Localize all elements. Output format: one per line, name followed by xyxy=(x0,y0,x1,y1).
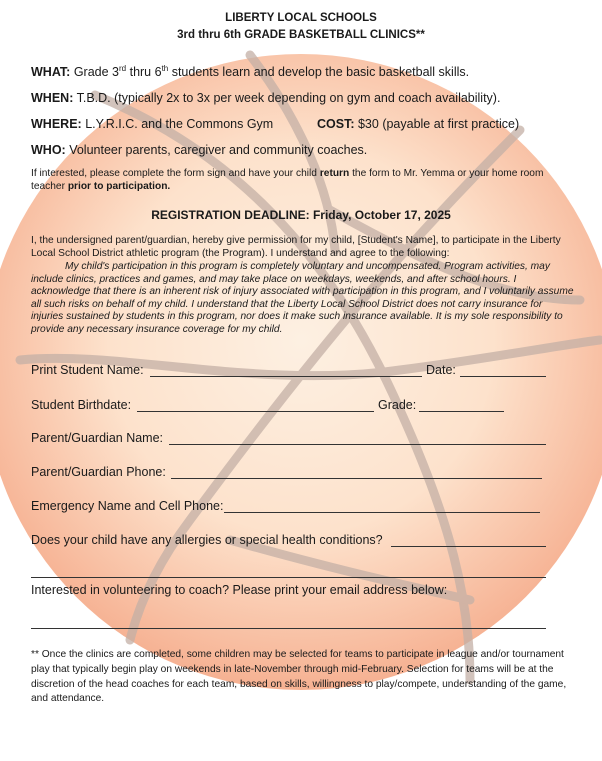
grade-label: Grade: xyxy=(378,398,417,412)
where-label: WHERE: xyxy=(31,117,82,131)
allergies-label: Does your child have any allergies or special health conditions? xyxy=(31,533,383,547)
when-label: WHEN: xyxy=(31,91,74,105)
date-label: Date: xyxy=(426,363,456,377)
date-line[interactable] xyxy=(460,376,546,377)
birthdate-line[interactable] xyxy=(137,411,374,412)
what-value: Grade 3rd thru 6th students learn and develop the basic basketball skills. xyxy=(73,63,470,79)
where-row xyxy=(31,117,273,131)
student-name-line[interactable] xyxy=(150,376,422,377)
what-label: WHAT: xyxy=(31,65,71,79)
when-row xyxy=(31,91,500,105)
volunteer-label: Interested in volunteering to coach? Please print your email address below: xyxy=(31,583,448,597)
what-row xyxy=(31,65,469,79)
program-title: 3rd thru 6th GRADE BASKETBALL CLINICS** xyxy=(177,29,425,41)
registration-deadline: REGISTRATION DEADLINE: Friday, October 17, 2025 xyxy=(151,208,451,222)
where-value: L.Y.R.I.C. and the Commons Gym xyxy=(85,117,274,131)
allergies-line[interactable] xyxy=(391,546,546,547)
volunteer-email-line[interactable] xyxy=(31,628,546,629)
allergies-line-2[interactable] xyxy=(31,577,546,578)
consent-body: My child's participation in this program is completely voluntary and uncompensated. Program activities, may include clinics, practices and games, and may take place on weekdays, weekends, and after school hours. I acknowledge that there is an inherent risk of injury associated with participation in this program, and I voluntarily assume all such risks on behalf of my child. I understand that the Liberty Local School District does not carry insurance for injuries sustained by students in this program, nor does it make such insurance available. It is my sole responsibility to provide any necessary insurance coverage for my child. xyxy=(31,261,574,335)
who-row xyxy=(31,143,367,157)
guardian-phone-label: Parent/Guardian Phone: xyxy=(31,465,166,479)
guardian-phone-line[interactable] xyxy=(171,478,542,479)
cost-value: $30 (payable at first practice) xyxy=(357,117,520,131)
birthdate-label: Student Birthdate: xyxy=(31,398,132,412)
who-value: Volunteer parents, caregiver and community coaches. xyxy=(69,143,368,157)
footnote: ** Once the clinics are completed, some children may be selected for teams to participate in league and/or tournament play that typically begin play on weekends in late-November through mid-February. Selection for teams will be at the discretion of the head coaches for each team, based on skills, willingness to play/compete, understanding of the game, and attendance. xyxy=(31,649,567,705)
emergency-contact-line[interactable] xyxy=(224,512,540,513)
grade-line[interactable] xyxy=(419,411,504,412)
school-name: LIBERTY LOCAL SCHOOLS xyxy=(225,12,377,24)
consent-intro: I, the undersigned parent/guardian, hereby give permission for my child, [Student's Name], to participate in the Liberty Local School District athletic program (the Program). I understand and agree to the following: xyxy=(31,235,561,259)
cost-label: COST: xyxy=(317,117,355,131)
who-label: WHO: xyxy=(31,143,66,157)
emergency-contact-label: Emergency Name and Cell Phone: xyxy=(31,499,224,513)
student-name-label: Print Student Name: xyxy=(31,363,144,377)
guardian-name-line[interactable] xyxy=(169,444,546,445)
when-value: T.B.D. (typically 2x to 3x per week depending on gym and coach availability). xyxy=(76,91,501,105)
cost-row xyxy=(317,117,519,131)
guardian-name-label: Parent/Guardian Name: xyxy=(31,431,164,445)
instructions: If interested, please complete the form sign and have your child return the form to Mr. Yemma or your home room teacher prior to participation. xyxy=(31,168,544,192)
